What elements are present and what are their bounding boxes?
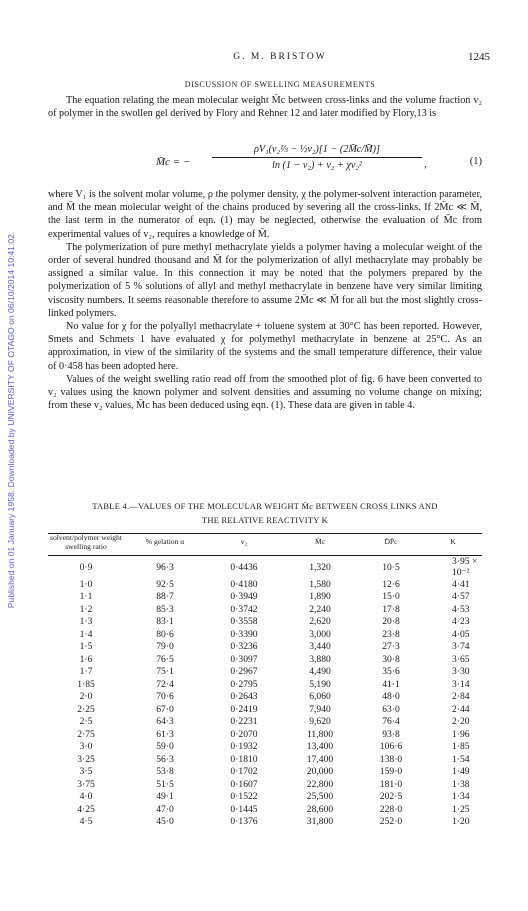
table-row bbox=[48, 628, 482, 641]
table-header-row bbox=[48, 534, 482, 556]
swelling-ratio-cell: 4·0 bbox=[79, 791, 93, 803]
table-row bbox=[48, 778, 482, 791]
table-row bbox=[48, 691, 482, 704]
mc-cell: 2,620 bbox=[309, 616, 331, 628]
gelation-cell: 47·0 bbox=[156, 803, 174, 815]
v2-cell: 0·3949 bbox=[230, 591, 258, 603]
gelation-cell: 92·5 bbox=[156, 578, 174, 590]
k-cell: 2·20 bbox=[452, 716, 470, 728]
header-v2: v₂ bbox=[240, 537, 248, 547]
k-cell: 4·57 bbox=[452, 591, 470, 603]
mc-cell: 11,800 bbox=[306, 728, 334, 740]
gelation-cell: 75·1 bbox=[156, 666, 174, 678]
v2-cell: 0·2231 bbox=[230, 716, 258, 728]
table-row bbox=[48, 791, 482, 804]
k-cell: 1·85 bbox=[452, 741, 470, 753]
table-row bbox=[48, 556, 482, 579]
mc-cell: 3,440 bbox=[309, 641, 331, 653]
k-cell: 2·84 bbox=[452, 691, 470, 703]
table-row bbox=[48, 803, 482, 816]
mc-cell: 5,190 bbox=[309, 678, 331, 690]
table-row bbox=[48, 678, 482, 691]
mc-cell: 4,490 bbox=[309, 666, 331, 678]
dpc-cell: 27·3 bbox=[382, 641, 400, 653]
v2-cell: 0·3742 bbox=[230, 603, 258, 615]
gelation-cell: 53·8 bbox=[156, 766, 174, 778]
swelling-ratio-cell: 1·7 bbox=[79, 666, 93, 678]
dpc-cell: 30·8 bbox=[382, 653, 400, 665]
mc-cell: 1,320 bbox=[309, 561, 331, 573]
k-cell: 3·74 bbox=[452, 641, 470, 653]
dpc-cell: 41·1 bbox=[382, 678, 400, 690]
swelling-ratio-cell: 2·25 bbox=[77, 703, 95, 715]
header-dpc: D̄P̄c bbox=[384, 537, 398, 547]
table-caption bbox=[48, 500, 482, 528]
mc-cell: 9,620 bbox=[309, 716, 331, 728]
download-notice: Published on 01 January 1958. Downloaded by UNIVERSITY OF OTAGO on 06/10/2014 10:41:02. bbox=[6, 231, 16, 609]
header-gelation: % gelation α bbox=[145, 537, 185, 547]
k-cell: 1·20 bbox=[452, 816, 470, 828]
header-mc: M̄c bbox=[314, 537, 326, 547]
gelation-cell: 51·5 bbox=[156, 778, 174, 790]
equation-numerator: ρV₁(v₂⅓ − ½v₂)[1 − (2M̄c/M̄)] bbox=[212, 144, 422, 158]
swelling-ratio-cell: 4·25 bbox=[77, 803, 95, 815]
v2-cell: 0·3236 bbox=[230, 641, 258, 653]
v2-cell: 0·1522 bbox=[230, 791, 258, 803]
dpc-cell: 93·8 bbox=[382, 728, 400, 740]
v2-cell: 0·4436 bbox=[230, 561, 258, 573]
equation-fraction bbox=[212, 144, 422, 171]
v2-cell: 0·4180 bbox=[230, 578, 258, 590]
k-cell: 1·34 bbox=[452, 791, 470, 803]
dpc-cell: 106·6 bbox=[379, 741, 403, 753]
table-row bbox=[48, 741, 482, 754]
table-row bbox=[48, 666, 482, 679]
v2-cell: 0·1607 bbox=[230, 778, 258, 790]
mc-cell: 28,600 bbox=[306, 803, 334, 815]
table-row bbox=[48, 616, 482, 629]
paragraph-5: Values of the weight swelling ratio read off from the smoothed plot of fig. 6 have been converted to v₂ values using the known polymer and solvent densities and assuming no volume change on mixing; from these v₂ values, M̄c has been deduced using eqn. (1). These data are given in table 4. bbox=[48, 373, 482, 412]
swelling-ratio-cell: 1·4 bbox=[79, 628, 93, 640]
download-sidebar bbox=[4, 120, 18, 720]
table-row bbox=[48, 753, 482, 766]
v2-cell: 0·1376 bbox=[230, 816, 258, 828]
k-cell: 3·95 × 10⁻² bbox=[452, 556, 478, 579]
dpc-cell: 138·0 bbox=[379, 753, 403, 765]
gelation-cell: 85·3 bbox=[156, 603, 174, 615]
dpc-cell: 20·8 bbox=[382, 616, 400, 628]
gelation-cell: 83·1 bbox=[156, 616, 174, 628]
table-row bbox=[48, 766, 482, 779]
v2-cell: 0·3097 bbox=[230, 653, 258, 665]
gelation-cell: 76·5 bbox=[156, 653, 174, 665]
k-cell: 4·23 bbox=[452, 616, 470, 628]
gelation-cell: 67·0 bbox=[156, 703, 174, 715]
gelation-cell: 49·1 bbox=[156, 791, 174, 803]
table-row bbox=[48, 591, 482, 604]
gelation-cell: 88·7 bbox=[156, 591, 174, 603]
table-caption-line-2: THE RELATIVE REACTIVITY K bbox=[201, 516, 329, 525]
header-k: K bbox=[450, 537, 456, 547]
table-row bbox=[48, 653, 482, 666]
k-cell: 1·25 bbox=[452, 803, 470, 815]
mc-cell: 1,580 bbox=[309, 578, 331, 590]
equation-comma: , bbox=[424, 158, 427, 170]
table-row bbox=[48, 816, 482, 829]
table-row bbox=[48, 728, 482, 741]
dpc-cell: 10·5 bbox=[382, 561, 400, 573]
swelling-ratio-cell: 2·5 bbox=[79, 716, 93, 728]
v2-cell: 0·2643 bbox=[230, 691, 258, 703]
swelling-ratio-cell: 1·1 bbox=[79, 591, 93, 603]
gelation-cell: 70·6 bbox=[156, 691, 174, 703]
header-swelling-ratio: solvent/polymer weight swelling ratio bbox=[50, 533, 122, 551]
mc-cell: 2,240 bbox=[309, 603, 331, 615]
mc-cell: 25,500 bbox=[306, 791, 334, 803]
paragraph-1: The equation relating the mean molecular weight M̄c between cross-links and the volume fraction v₂ of polymer in the swollen gel derived by Flory and Rehner 12 and later modified by Flory,13 is bbox=[48, 95, 482, 120]
v2-cell: 0·3558 bbox=[230, 616, 258, 628]
table-row bbox=[48, 716, 482, 729]
table-row bbox=[48, 641, 482, 654]
body-text-main bbox=[48, 188, 482, 412]
equation-denominator: ln (1 − v₂) + v₂ + χv₂² bbox=[272, 160, 362, 171]
swelling-ratio-cell: 1·5 bbox=[79, 641, 93, 653]
dpc-cell: 63·0 bbox=[382, 703, 400, 715]
swelling-ratio-cell: 2·75 bbox=[77, 728, 95, 740]
body-text-top bbox=[48, 94, 482, 120]
equation-number: (1) bbox=[469, 156, 482, 167]
paragraph-4: No value for χ for the polyallyl methacrylate + toluene system at 30°C has been reported. However, Smets and Schmets 1 have evaluated χ for polymethyl methacrylate in benzene at 25°C. As an approximation, in view of the similarity of the systems and the small temperature difference, their value of 0·458 has been adopted here. bbox=[48, 321, 482, 372]
gelation-cell: 79·0 bbox=[156, 641, 174, 653]
table-body bbox=[48, 556, 482, 829]
mc-cell: 7,940 bbox=[309, 703, 331, 715]
swelling-ratio-cell: 3·25 bbox=[77, 753, 95, 765]
equation-1 bbox=[48, 144, 482, 182]
section-title: DISCUSSION OF SWELLING MEASUREMENTS bbox=[184, 80, 376, 89]
dpc-cell: 252·0 bbox=[379, 816, 403, 828]
k-cell: 1·49 bbox=[452, 766, 470, 778]
table-row bbox=[48, 703, 482, 716]
swelling-ratio-cell: 2·0 bbox=[79, 691, 93, 703]
header-author: G. M. BRISTOW bbox=[233, 52, 327, 62]
swelling-ratio-cell: 0·9 bbox=[79, 561, 93, 573]
gelation-cell: 72·4 bbox=[156, 678, 174, 690]
swelling-ratio-cell: 4·5 bbox=[79, 816, 93, 828]
data-table bbox=[48, 533, 482, 828]
v2-cell: 0·1702 bbox=[230, 766, 258, 778]
gelation-cell: 56·3 bbox=[156, 753, 174, 765]
table-row bbox=[48, 603, 482, 616]
gelation-cell: 80·6 bbox=[156, 628, 174, 640]
swelling-ratio-cell: 3·5 bbox=[79, 766, 93, 778]
dpc-cell: 76·4 bbox=[382, 716, 400, 728]
mc-cell: 3,880 bbox=[309, 653, 331, 665]
equation-lhs: M̄c = − bbox=[156, 156, 191, 168]
mc-cell: 3,000 bbox=[309, 628, 331, 640]
running-header bbox=[70, 52, 490, 66]
mc-cell: 31,800 bbox=[306, 816, 334, 828]
page-number: 1245 bbox=[468, 51, 490, 63]
paragraph-2: where V₁ is the solvent molar volume, ρ the polymer density, χ the polymer-solvent interaction parameter, and M̄ the mean molecular weight of the chains produced by severing all the cross-links. If 2M̄c ≪ M̄, the last term in the numerator of eqn. (1) may be neglected, otherwise the evaluation of M̄c from experimental values of v₂, requires a knowledge of M̄. bbox=[48, 189, 482, 240]
v2-cell: 0·1810 bbox=[230, 753, 258, 765]
paragraph-3: The polymerization of pure methyl methacrylate yields a polymer having a molecular weight of the order of several hundred thousand and M̄ for the polymerization of allyl methacrylate may probably be assigned a similar value. In this connection it may be noted that the polymers prepared by the polymerization of 5 % solutions of allyl and methyl methacrylate in benzene have very similar limiting viscosity numbers. It seems reasonable therefore to assume 2M̄c ≪ M̄ for all but the most slightly cross-linked polymers. bbox=[48, 241, 482, 319]
v2-cell: 0·2419 bbox=[230, 703, 258, 715]
dpc-cell: 35·6 bbox=[382, 666, 400, 678]
dpc-cell: 159·0 bbox=[379, 766, 403, 778]
v2-cell: 0·3390 bbox=[230, 628, 258, 640]
dpc-cell: 17·8 bbox=[382, 603, 400, 615]
k-cell: 1·96 bbox=[452, 728, 470, 740]
v2-cell: 0·1445 bbox=[230, 803, 258, 815]
dpc-cell: 12·6 bbox=[382, 578, 400, 590]
gelation-cell: 96·3 bbox=[156, 561, 174, 573]
dpc-cell: 15·0 bbox=[382, 591, 400, 603]
k-cell: 4·41 bbox=[452, 578, 470, 590]
mc-cell: 22,800 bbox=[306, 778, 334, 790]
dpc-cell: 48·0 bbox=[382, 691, 400, 703]
swelling-ratio-cell: 1·85 bbox=[77, 678, 95, 690]
k-cell: 1·54 bbox=[452, 753, 470, 765]
k-cell: 4·05 bbox=[452, 628, 470, 640]
swelling-ratio-cell: 1·3 bbox=[79, 616, 93, 628]
dpc-cell: 228·0 bbox=[379, 803, 403, 815]
k-cell: 1·38 bbox=[452, 778, 470, 790]
swelling-ratio-cell: 1·0 bbox=[79, 578, 93, 590]
table-row bbox=[48, 578, 482, 591]
swelling-ratio-cell: 1·2 bbox=[79, 603, 93, 615]
v2-cell: 0·1932 bbox=[230, 741, 258, 753]
gelation-cell: 64·3 bbox=[156, 716, 174, 728]
swelling-ratio-cell: 3·75 bbox=[77, 778, 95, 790]
mc-cell: 20,000 bbox=[306, 766, 334, 778]
gelation-cell: 61·3 bbox=[156, 728, 174, 740]
mc-cell: 17,400 bbox=[306, 753, 334, 765]
mc-cell: 1,890 bbox=[309, 591, 331, 603]
v2-cell: 0·2967 bbox=[230, 666, 258, 678]
swelling-ratio-cell: 1·6 bbox=[79, 653, 93, 665]
gelation-cell: 59·0 bbox=[156, 741, 174, 753]
k-cell: 3·65 bbox=[452, 653, 470, 665]
dpc-cell: 181·0 bbox=[379, 778, 403, 790]
k-cell: 4·53 bbox=[452, 603, 470, 615]
dpc-cell: 23·8 bbox=[382, 628, 400, 640]
k-cell: 3·30 bbox=[452, 666, 470, 678]
gelation-cell: 45·0 bbox=[156, 816, 174, 828]
k-cell: 2·44 bbox=[452, 703, 470, 715]
table-caption-line-1: TABLE 4.—VALUES OF THE MOLECULAR WEIGHT M̄c BETWEEN CROSS LINKS AND bbox=[92, 502, 438, 511]
k-cell: 3·14 bbox=[452, 678, 470, 690]
mc-cell: 13,400 bbox=[306, 741, 334, 753]
v2-cell: 0·2795 bbox=[230, 678, 258, 690]
dpc-cell: 202·5 bbox=[379, 791, 403, 803]
v2-cell: 0·2070 bbox=[230, 728, 258, 740]
mc-cell: 6,060 bbox=[309, 691, 331, 703]
swelling-ratio-cell: 3·0 bbox=[79, 741, 93, 753]
